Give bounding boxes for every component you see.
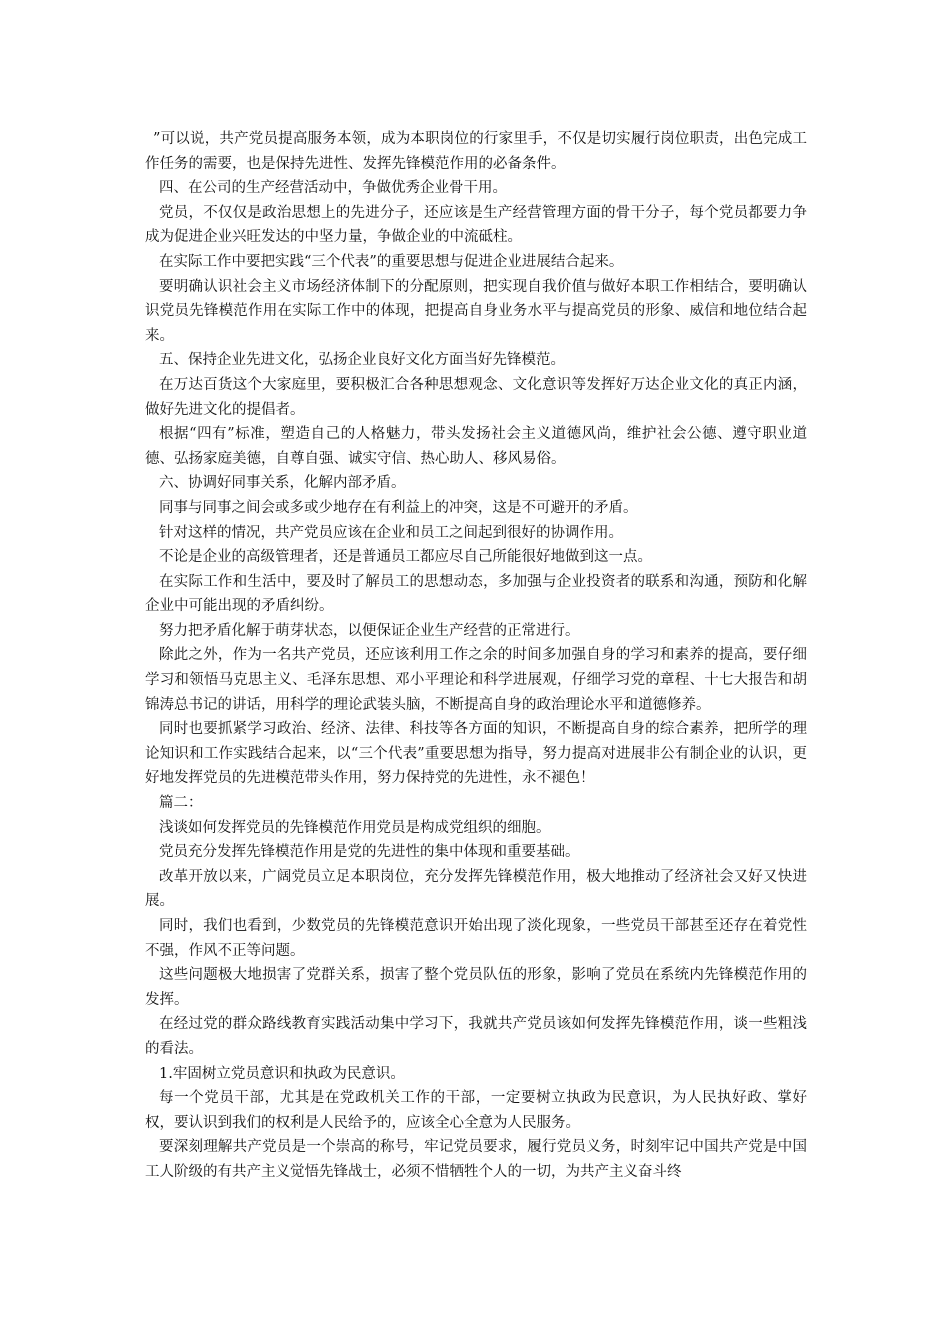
paragraph-3: 党员，不仅仅是政治思想上的先进分子，还应该是生产经营管理方面的骨干分子，每个党员都要力争成为促进企业兴旺发达的中坚力量，争做企业的中流砥柱。 bbox=[145, 204, 807, 246]
paragraph-6: 五、保持企业先进文化，弘扬企业良好文化方面当好先锋模范。 bbox=[159, 352, 565, 369]
paragraph-23: 在经过党的群众路线教育实践活动集中学习下，我就共产党员该如何发挥先锋模范作用，谈一些粗浅的看法。 bbox=[145, 1016, 807, 1057]
section-heading: 篇二： bbox=[159, 795, 203, 812]
paragraph-8: 根据“四有”标准，塑造自己的人格魅力，带头发扬社会主义道德风尚，维护社会公德、遵守职业道德、弘扬家庭美德，自尊自强、诚实守信、热心助人、移风易俗。 bbox=[145, 426, 807, 467]
paragraph-7: 在万达百货这个大家庭里，要积极汇合各种思想观念、文化意识等发挥好万达企业文化的真正内涵，做好先进文化的提倡者。 bbox=[145, 376, 807, 418]
paragraph-15: 除此之外，作为一名共产党员，还应该利用工作之余的时间多加强自身的学习和素养的提高，要仔细学习和领悟马克思主义、毛泽东思想、邓小平理论和科学进展观，仔细学习党的章程、十七大报告和胡锦涛总书记的讲话，用科学的理论武装头脑，不断提高自身的政治理论水平和道德修养。 bbox=[145, 647, 807, 713]
paragraph-14: 努力把矛盾化解于萌芽状态，以便保证企业生产经营的正常进行。 bbox=[159, 622, 580, 639]
paragraph-19: 党员充分发挥先锋模范作用是党的先进性的集中体现和重要基础。 bbox=[159, 844, 580, 861]
paragraph-20: 改革开放以来，广阔党员立足本职岗位，充分发挥先锋模范作用，极大地推动了经济社会又好又快进展。 bbox=[145, 868, 807, 910]
paragraph-18: 浅谈如何发挥党员的先锋模范作用党员是构成党组织的细胞。 bbox=[159, 819, 551, 836]
paragraph-26: 要深刻理解共产党员是一个崇高的称号，牢记党员要求，履行党员义务，时刻牢记中国共产党是中国工人阶级的有共产主义觉悟先锋战士，必须不惜牺牲个人的一切，为共产主义奋斗终 bbox=[145, 1139, 807, 1180]
paragraph-24: 1.牢固树立党员意识和执政为民意识。 bbox=[159, 1065, 405, 1082]
paragraph-13: 在实际工作和生活中，要及时了解员工的思想动态，多加强与企业投资者的联系和沟通，预防和化解企业中可能出现的矛盾纠纷。 bbox=[145, 573, 807, 615]
paragraph-25: 每一个党员干部，尤其是在党政机关工作的干部，一定要树立执政为民意识，为人民执好政、掌好权，要认识到我们的权利是人民给予的，应该全心全意为人民服务。 bbox=[145, 1090, 807, 1131]
document-body bbox=[145, 127, 807, 1185]
paragraph-22: 这些问题极大地损害了党群关系，损害了整个党员队伍的形象，影响了党员在系统内先锋模范作用的发挥。 bbox=[145, 967, 807, 1008]
paragraph-11: 针对这样的情况，共产党员应该在企业和员工之间起到很好的协调作用。 bbox=[159, 524, 623, 541]
paragraph-2: 四、在公司的生产经营活动中，争做优秀企业骨干用。 bbox=[159, 180, 507, 197]
paragraph-10: 同事与同事之间会或多或少地存在有利益上的冲突，这是不可避开的矛盾。 bbox=[159, 499, 638, 516]
paragraph-9: 六、协调好同事关系，化解内部矛盾。 bbox=[159, 475, 406, 492]
paragraph-1: ”可以说，共产党员提高服务本领，成为本职岗位的行家里手，不仅是切实履行岗位职责，出色完成工作任务的需要，也是保持先进性、发挥先锋模范作用的必备条件。 bbox=[145, 131, 807, 172]
paragraph-21: 同时，我们也看到，少数党员的先锋模范意识开始出现了淡化现象，一些党员干部甚至还存在着党性不强，作风不正等问题。 bbox=[145, 918, 807, 959]
paragraph-16: 同时也要抓紧学习政治、经济、法律、科技等各方面的知识，不断提高自身的综合素养，把所学的理论知识和工作实践结合起来，以“三个代表”重要思想为指导，努力提高对进展非公有制企业的认识，更好地发挥党员的先进模范带头作用，努力保持党的先进性，永不褪色！ bbox=[145, 721, 807, 787]
paragraph-12: 不论是企业的高级管理者，还是普通员工都应尽自己所能很好地做到这一点。 bbox=[159, 549, 652, 566]
paragraph-5: 要明确认识社会主义市场经济体制下的分配原则，把实现自我价值与做好本职工作相结合，要明确认识党员先锋模范作用在实际工作中的体现，把提高自身业务水平与提高党员的形象、威信和地位结合起来。 bbox=[145, 278, 807, 344]
paragraph-4: 在实际工作中要把实践“三个代表”的重要思想与促进企业进展结合起来。 bbox=[159, 253, 624, 270]
